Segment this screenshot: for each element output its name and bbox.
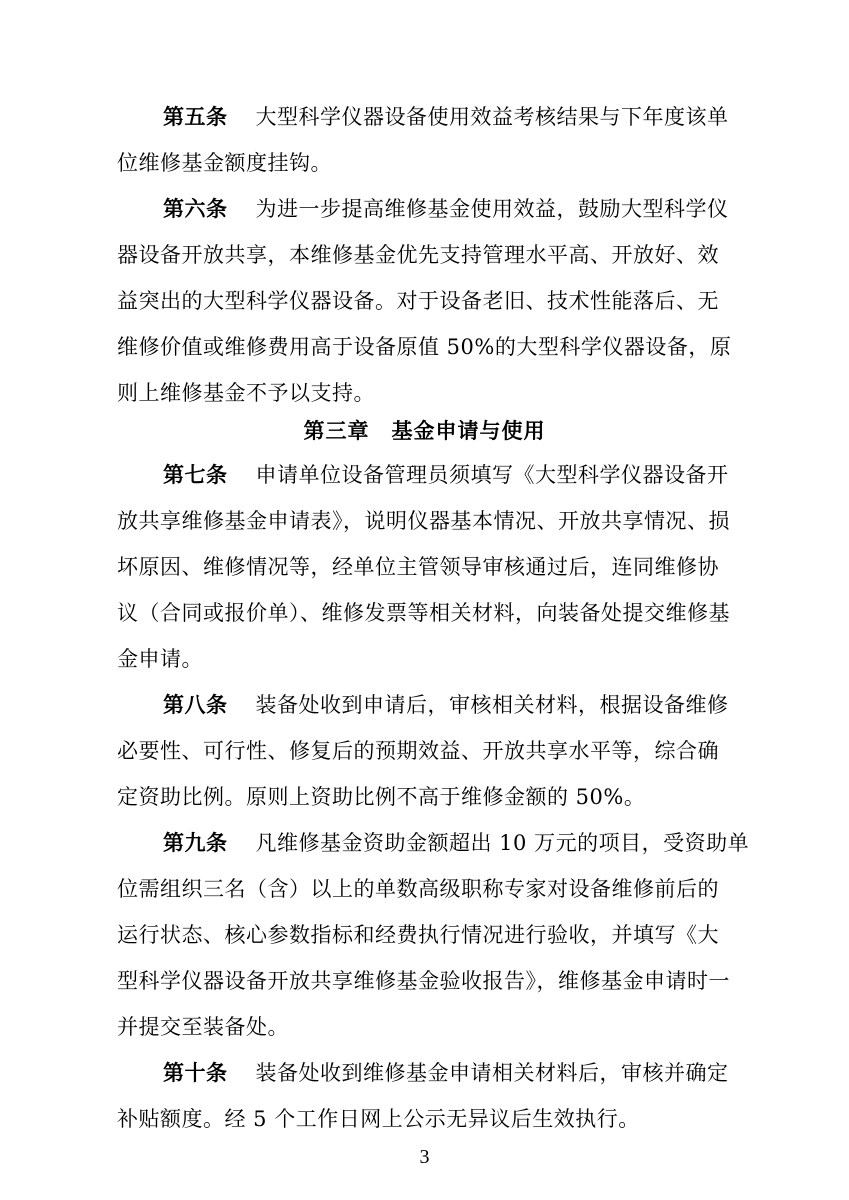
- article-7-line-4: 议（合同或报价单）、维修发票等相关材料，向装备处提交维修基: [117, 601, 730, 625]
- article-10-label: 第十条: [163, 1060, 228, 1085]
- article-9-line-2: 位需组织三名（含）以上的单数高级职称专家对设备维修前后的: [117, 877, 719, 901]
- article-6-line-4: 维修价值或维修费用高于设备原值 50%的大型科学仪器设备，原: [117, 335, 732, 359]
- article-6-line-3: 益突出的大型科学仪器设备。对于设备老旧、技术性能落后、无: [117, 289, 719, 313]
- article-7-line-2: 放共享维修基金申请表》，说明仪器基本情况、开放共享情况、损: [117, 509, 730, 533]
- article-9-line-5: 并提交至装备处。: [117, 1015, 289, 1039]
- article-7-line-1: 第七条 申请单位设备管理员须填写《大型科学仪器设备开: [163, 462, 729, 487]
- article-9-line-3: 运行状态、核心参数指标和经费执行情况进行验收，并填写《大: [117, 923, 719, 947]
- article-9-label: 第九条: [163, 830, 228, 855]
- article-7-line-3: 坏原因、维修情况等，经单位主管领导审核通过后，连同维修协: [117, 555, 719, 579]
- article-6-line-5: 则上维修基金不予以支持。: [117, 381, 375, 405]
- article-8-line-3: 定资助比例。原则上资助比例不高于维修金额的 50%。: [117, 785, 646, 809]
- article-6-label: 第六条: [163, 196, 228, 221]
- article-8-label: 第八条: [163, 692, 228, 717]
- article-5-label: 第五条: [163, 104, 228, 129]
- article-5-line-1: 第五条 大型科学仪器设备使用效益考核结果与下年度该单: [163, 104, 729, 129]
- article-10-line-1: 第十条 装备处收到维修基金申请相关材料后，审核并确定: [163, 1060, 729, 1085]
- article-10-line-2: 补贴额度。经 5 个工作日网上公示无异议后生效执行。: [117, 1107, 640, 1131]
- article-8-line-2: 必要性、可行性、修复后的预期效益、开放共享水平等，综合确: [117, 739, 719, 763]
- page-number: 3: [419, 1146, 430, 1168]
- article-9-line-1: 第九条 凡维修基金资助金额超出 10 万元的项目，受资助单: [163, 830, 750, 855]
- article-9-line-4: 型科学仪器设备开放共享维修基金验收报告》，维修基金申请时一: [117, 969, 730, 993]
- article-7-label: 第七条: [163, 462, 228, 487]
- article-8-line-1: 第八条 装备处收到申请后，审核相关材料，根据设备维修: [163, 692, 729, 717]
- article-6-line-2: 器设备开放共享，本维修基金优先支持管理水平高、开放好、效: [117, 243, 719, 267]
- article-5-line-2: 位维修基金额度挂钩。: [117, 151, 332, 175]
- chapter-heading: 第三章 基金申请与使用: [303, 419, 546, 443]
- article-7-line-5: 金申请。: [117, 647, 203, 671]
- article-6-line-1: 第六条 为进一步提高维修基金使用效益，鼓励大型科学仪: [163, 196, 729, 221]
